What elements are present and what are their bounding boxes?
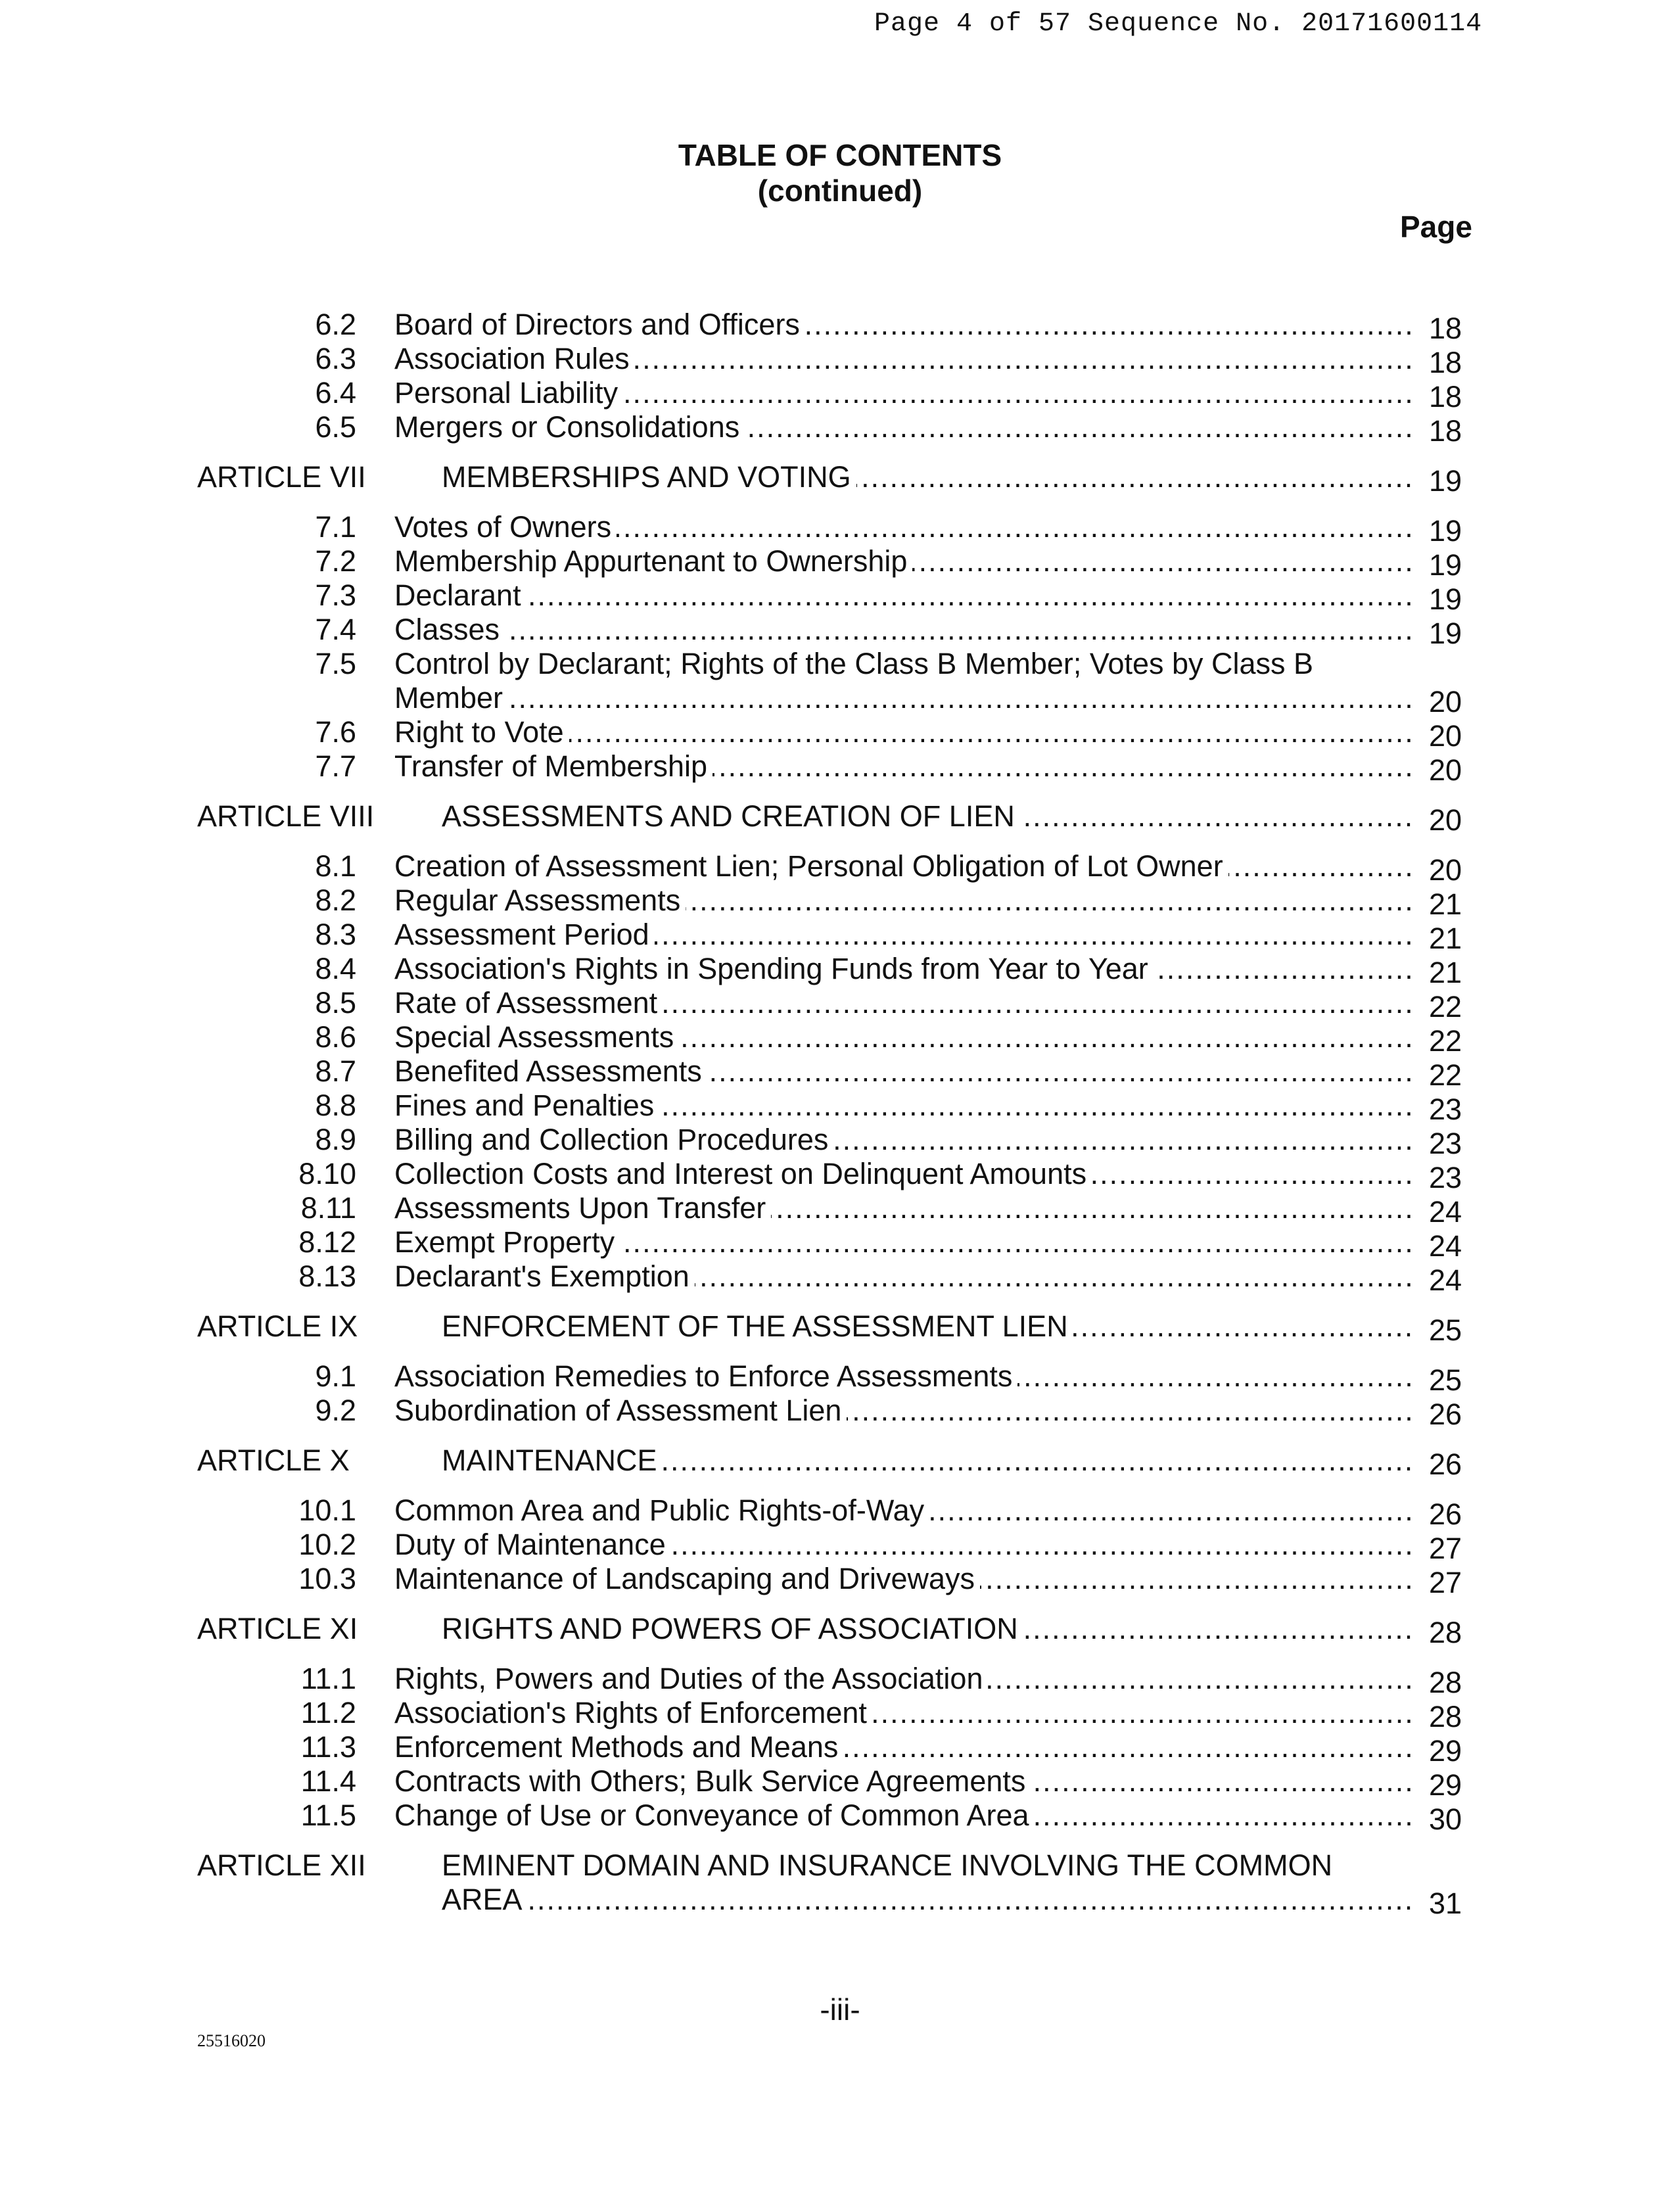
- toc-section-row: [0, 308, 1680, 345]
- toc-article-row: [0, 1444, 1680, 1481]
- entry-title: Exempt Property: [394, 1225, 620, 1259]
- toc-section-row: [0, 1191, 1680, 1229]
- entry-title: Special Assessments: [394, 1020, 679, 1054]
- page-number: 21: [1417, 887, 1462, 922]
- section-number: 8.11: [300, 1191, 356, 1225]
- entry-title: MAINTENANCE: [442, 1444, 663, 1477]
- section-number: 11.5: [300, 1798, 356, 1832]
- entry-title: Association's Rights of Enforcement: [394, 1696, 872, 1729]
- section-number: 8.2: [315, 883, 356, 917]
- page-number: 22: [1417, 990, 1462, 1024]
- entry-title: Rate of Assessment: [394, 986, 663, 1020]
- article-number: ARTICLE VIII: [197, 799, 375, 833]
- toc-section-row: [0, 1259, 1680, 1297]
- entry-title: Common Area and Public Rights-of-Way: [394, 1493, 929, 1527]
- page-number: 26: [1417, 1497, 1462, 1532]
- toc-section-row: [0, 1798, 1680, 1836]
- page-number: 18: [1417, 346, 1462, 380]
- toc-section-row: [0, 1123, 1680, 1160]
- page-number: 31: [1417, 1887, 1462, 1921]
- article-number: ARTICLE VII: [197, 460, 366, 494]
- section-number: 8.10: [298, 1157, 356, 1190]
- page-number: 23: [1417, 1092, 1462, 1127]
- entry-title: Duty of Maintenance: [394, 1528, 671, 1561]
- entry-title: Collection Costs and Interest on Delinquent Amounts: [394, 1157, 1092, 1190]
- toc-article-row: [0, 1309, 1680, 1347]
- page-number: 19: [1417, 514, 1462, 548]
- entry-title: Enforcement Methods and Means: [394, 1730, 843, 1764]
- toc-section-row: [0, 510, 1680, 548]
- page-number: 27: [1417, 1566, 1462, 1600]
- section-number: 7.3: [315, 578, 356, 612]
- entry-title: Creation of Assessment Lien; Personal Obligation of Lot Owner: [394, 849, 1228, 883]
- section-number: 9.1: [315, 1359, 356, 1393]
- entry-title: Regular Assessments: [394, 883, 686, 917]
- toc-section-row: [0, 544, 1680, 582]
- entry-title: ENFORCEMENT OF THE ASSESSMENT LIEN: [442, 1309, 1073, 1343]
- page-number: 26: [1417, 1447, 1462, 1482]
- page-number: 23: [1417, 1161, 1462, 1195]
- section-number: 7.1: [315, 510, 356, 544]
- toc-section-row: [0, 883, 1680, 921]
- section-number: 9.2: [315, 1394, 356, 1427]
- toc-section-row: [0, 749, 1680, 787]
- entry-title: Maintenance of Landscaping and Driveways: [394, 1562, 980, 1595]
- entry-title: Board of Directors and Officers: [394, 308, 805, 341]
- entry-title: Transfer of Membership: [394, 749, 712, 783]
- page-number: 20: [1417, 685, 1462, 719]
- page-column-label: Page: [1400, 210, 1472, 244]
- entry-title: Change of Use or Conveyance of Common Area: [394, 1798, 1035, 1832]
- entry-title: ASSESSMENTS AND CREATION OF LIEN: [442, 799, 1020, 833]
- toc-section-row: [0, 986, 1680, 1023]
- page-number: 20: [1417, 803, 1462, 837]
- entry-title: Billing and Collection Procedures: [394, 1123, 833, 1156]
- entry-title: Association Rules: [394, 342, 635, 375]
- section-number: 6.5: [315, 410, 356, 444]
- page-number: 24: [1417, 1229, 1462, 1263]
- toc-subtitle: (continued): [757, 174, 923, 208]
- toc-section-row: [0, 1225, 1680, 1263]
- section-number: 10.1: [298, 1493, 356, 1527]
- page-number: 29: [1417, 1768, 1462, 1802]
- page-number: 23: [1417, 1127, 1462, 1161]
- page-number: 19: [1417, 582, 1462, 617]
- page-number: 19: [1417, 464, 1462, 498]
- page-number: 24: [1417, 1195, 1462, 1229]
- toc-section-row: [0, 342, 1680, 379]
- page-number: 18: [1417, 312, 1462, 346]
- toc-section-row: [0, 647, 1680, 718]
- toc-section-row: [0, 1054, 1680, 1092]
- section-number: 7.5: [315, 647, 356, 680]
- page-number: 28: [1417, 1700, 1462, 1734]
- document-id: 25516020: [197, 2031, 266, 2050]
- toc-section-row: [0, 613, 1680, 650]
- entry-title: Classes: [394, 613, 505, 646]
- entry-title: RIGHTS AND POWERS OF ASSOCIATION: [442, 1612, 1023, 1645]
- toc-section-row: [0, 715, 1680, 753]
- section-number: 11.1: [300, 1662, 356, 1695]
- entry-title: Mergers or Consolidations: [394, 410, 745, 444]
- entry-title: MEMBERSHIPS AND VOTING: [442, 460, 856, 494]
- section-number: 11.2: [300, 1696, 356, 1729]
- entry-title-continued: AREA: [442, 1883, 528, 1916]
- entry-title: Fines and Penalties: [394, 1089, 659, 1122]
- page-number: 28: [1417, 1666, 1462, 1700]
- entry-title: Rights, Powers and Duties of the Association: [394, 1662, 988, 1695]
- section-number: 8.12: [298, 1225, 356, 1259]
- section-number: 8.3: [315, 918, 356, 951]
- toc-section-row: [0, 952, 1680, 989]
- page-number: 22: [1417, 1058, 1462, 1092]
- toc-section-row: [0, 1730, 1680, 1768]
- entry-title: Control by Declarant; Rights of the Class B Member; Votes by Class B: [394, 647, 1314, 680]
- page-number: 30: [1417, 1802, 1462, 1837]
- toc-article-row: [0, 1612, 1680, 1649]
- toc-section-row: [0, 1089, 1680, 1126]
- page-number: 20: [1417, 719, 1462, 753]
- toc-section-row: [0, 1696, 1680, 1733]
- entry-title: Contracts with Others; Bulk Service Agreements: [394, 1764, 1031, 1798]
- entry-title: Association Remedies to Enforce Assessments: [394, 1359, 1017, 1393]
- article-number: ARTICLE XI: [197, 1612, 358, 1645]
- page-number: 27: [1417, 1532, 1462, 1566]
- toc-section-row: [0, 918, 1680, 955]
- section-number: 6.4: [315, 376, 356, 410]
- page-number: 19: [1417, 617, 1462, 651]
- toc-section-row: [0, 1157, 1680, 1194]
- toc-section-row: [0, 1764, 1680, 1802]
- page-number: 18: [1417, 414, 1462, 448]
- entry-title: Declarant's Exemption: [394, 1259, 695, 1293]
- article-number: ARTICLE XII: [197, 1848, 366, 1882]
- entry-title: Assessments Upon Transfer: [394, 1191, 771, 1225]
- section-number: 7.4: [315, 613, 356, 646]
- toc-section-row: [0, 1394, 1680, 1431]
- section-number: 11.4: [300, 1764, 356, 1798]
- toc-article-row: [0, 1848, 1680, 1920]
- section-number: 8.6: [315, 1020, 356, 1054]
- entry-title: Benefited Assessments: [394, 1054, 707, 1088]
- section-number: 6.2: [315, 308, 356, 341]
- entry-title: Association's Rights in Spending Funds from Year to Year: [394, 952, 1154, 985]
- toc-section-row: [0, 1662, 1680, 1699]
- toc-section-row: [0, 1493, 1680, 1531]
- section-number: 7.6: [315, 715, 356, 749]
- section-number: 10.3: [298, 1562, 356, 1595]
- toc-section-row: [0, 578, 1680, 616]
- toc-section-row: [0, 1562, 1680, 1599]
- section-number: 7.7: [315, 749, 356, 783]
- toc-section-row: [0, 849, 1680, 887]
- page-number: 22: [1417, 1024, 1462, 1058]
- page-number: 18: [1417, 380, 1462, 414]
- section-number: 8.5: [315, 986, 356, 1020]
- entry-title: Assessment Period: [394, 918, 655, 951]
- section-number: 8.13: [298, 1259, 356, 1293]
- toc-article-row: [0, 799, 1680, 837]
- entry-title: Right to Vote: [394, 715, 569, 749]
- toc-section-row: [0, 1020, 1680, 1058]
- page-number: 21: [1417, 922, 1462, 956]
- section-number: 6.3: [315, 342, 356, 375]
- entry-title: Personal Liability: [394, 376, 623, 410]
- entry-title: Declarant: [394, 578, 526, 612]
- page-number: 24: [1417, 1263, 1462, 1298]
- section-number: 8.8: [315, 1089, 356, 1122]
- article-number: ARTICLE X: [197, 1444, 350, 1477]
- page-number: 19: [1417, 548, 1462, 582]
- toc-article-row: [0, 460, 1680, 498]
- section-number: 8.7: [315, 1054, 356, 1088]
- section-number: 8.1: [315, 849, 356, 883]
- page-number: 25: [1417, 1363, 1462, 1398]
- sequence-stamp: Page 4 of 57 Sequence No. 20171600114: [874, 9, 1483, 39]
- page-number: 20: [1417, 853, 1462, 887]
- section-number: 8.4: [315, 952, 356, 985]
- entry-title: EMINENT DOMAIN AND INSURANCE INVOLVING THE COMMON: [442, 1848, 1333, 1882]
- toc-title: TABLE OF CONTENTS: [678, 138, 1002, 172]
- section-number: 11.3: [300, 1730, 356, 1764]
- page-number: 21: [1417, 956, 1462, 990]
- toc-section-row: [0, 1528, 1680, 1565]
- page-number: 25: [1417, 1313, 1462, 1348]
- page-number: 20: [1417, 753, 1462, 787]
- page-number: 28: [1417, 1616, 1462, 1650]
- toc-section-row: [0, 410, 1680, 448]
- section-number: 7.2: [315, 544, 356, 578]
- toc-section-row: [0, 376, 1680, 413]
- page-number: 26: [1417, 1398, 1462, 1432]
- section-number: 10.2: [298, 1528, 356, 1561]
- toc-section-row: [0, 1359, 1680, 1397]
- section-number: 8.9: [315, 1123, 356, 1156]
- entry-title: Membership Appurtenant to Ownership: [394, 544, 912, 578]
- page-number: 29: [1417, 1734, 1462, 1768]
- entry-title: Votes of Owners: [394, 510, 617, 544]
- entry-title-continued: Member: [394, 681, 508, 715]
- footer-page-number: -iii-: [820, 1992, 860, 2027]
- article-number: ARTICLE IX: [197, 1309, 358, 1343]
- entry-title: Subordination of Assessment Lien: [394, 1394, 847, 1427]
